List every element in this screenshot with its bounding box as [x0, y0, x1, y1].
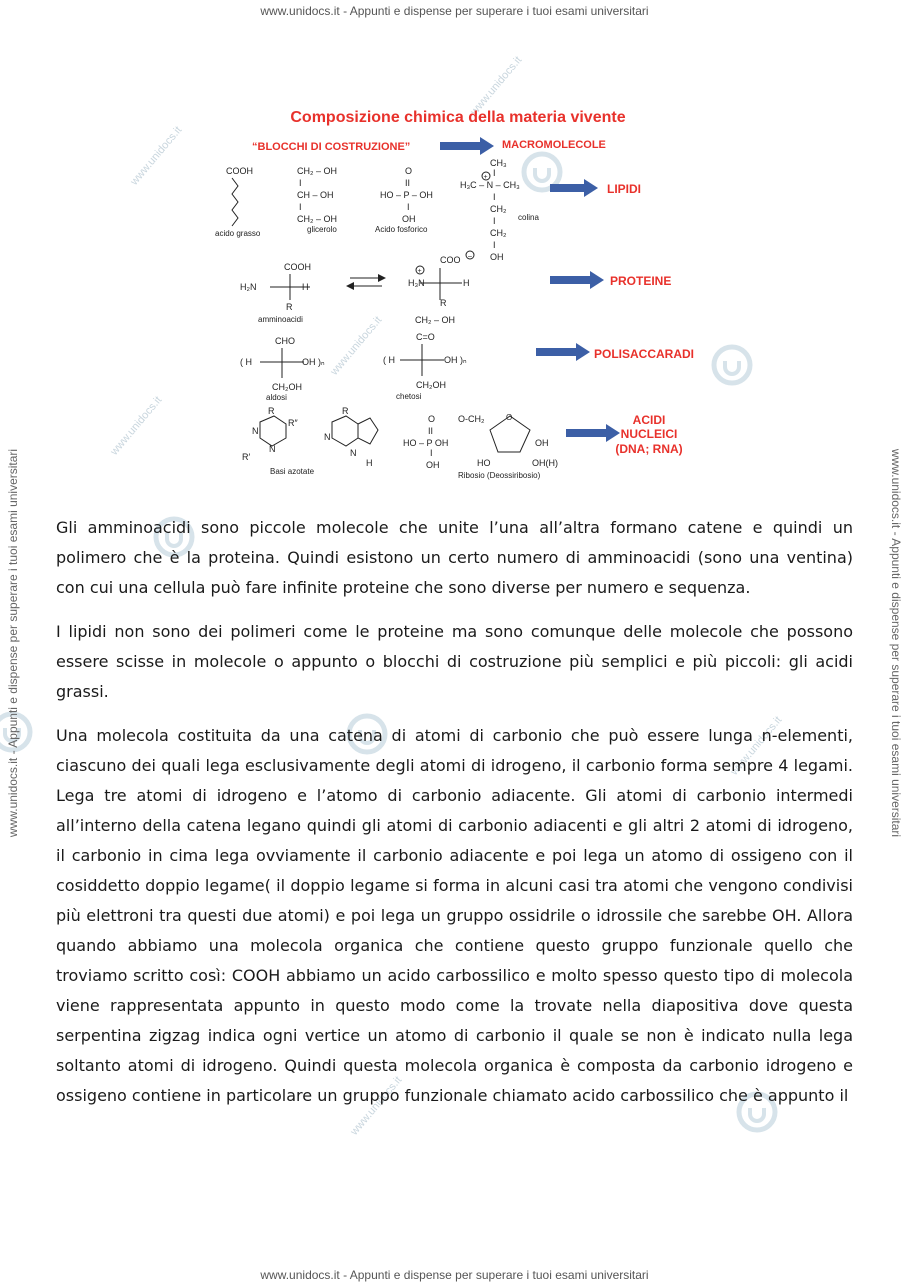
- svg-text:CH₃: CH₃: [490, 158, 507, 168]
- svg-text:I: I: [430, 448, 433, 458]
- label-amminoacidi: amminoacidi: [258, 315, 303, 324]
- svg-text:R″: R″: [288, 418, 298, 428]
- label-acido-fosforico: Acido fosforico: [375, 225, 428, 234]
- svg-text:I: I: [493, 216, 496, 226]
- svg-text:HO – P OH: HO – P OH: [403, 438, 449, 448]
- svg-text:H: H: [302, 282, 309, 292]
- svg-text:COOH: COOH: [226, 166, 253, 176]
- svg-text:N: N: [269, 444, 276, 454]
- svg-text:HO – P – OH: HO – P – OH: [380, 190, 433, 200]
- svg-text:I: I: [493, 240, 496, 250]
- arrow-icon: [440, 137, 494, 155]
- watermark-text: www.unidocs.it: [128, 124, 185, 188]
- svg-text:O: O: [506, 413, 513, 422]
- svg-text:HO: HO: [477, 458, 491, 468]
- svg-text:CH₂: CH₂: [490, 204, 507, 214]
- svg-text:O-CH₂: O-CH₂: [458, 414, 485, 424]
- svg-text:CH₂ – OH: CH₂ – OH: [297, 166, 337, 176]
- arrow-icon: [536, 343, 590, 361]
- svg-text:CH₂OH: CH₂OH: [272, 382, 302, 392]
- svg-text:I: I: [407, 202, 410, 212]
- svg-text:I: I: [493, 168, 496, 178]
- side-banner-right: www.unidocs.it - Appunti e dispense per superare i tuoi esami universitari: [889, 448, 903, 838]
- figure-title: Composizione chimica della materia vivente: [290, 109, 626, 126]
- svg-text:OH: OH: [426, 460, 440, 470]
- svg-text:H₃N: H₃N: [408, 278, 425, 288]
- watermark-logo-icon: [710, 343, 754, 387]
- label-chetosi: chetosi: [396, 392, 422, 401]
- svg-text:N: N: [350, 448, 357, 458]
- svg-text:H₃C – N – CH₃: H₃C – N – CH₃: [460, 180, 520, 190]
- svg-text:( H: ( H: [383, 355, 395, 365]
- target-lipidi: LIPIDI: [607, 182, 642, 196]
- svg-text:COO: COO: [440, 255, 461, 265]
- target-acidi: ACIDI: [632, 413, 666, 427]
- svg-text:H: H: [366, 458, 373, 468]
- svg-text:CH₂OH: CH₂OH: [416, 380, 446, 390]
- svg-text:R: R: [342, 406, 349, 416]
- target-dna-rna: (DNA; RNA): [615, 442, 683, 456]
- svg-text:R: R: [268, 406, 275, 416]
- svg-text:+: +: [483, 174, 488, 181]
- target-polisaccaradi: POLISACCARADI: [594, 347, 695, 361]
- svg-text:I: I: [299, 202, 302, 212]
- watermark-text: www.unidocs.it: [348, 1074, 405, 1138]
- svg-text:( H: ( H: [240, 357, 252, 367]
- paragraph: Gli amminoacidi sono piccole molecole che unite l’una all’altra formano catene e quindi un polimero che è la proteina. Quindi esistono un certo numero di amminoacidi (sono una ventina) con cui una cellula può fare infinite proteine che sono diverse per numero e sequenza.: [56, 518, 853, 597]
- arrow-icon: [550, 271, 604, 289]
- header-banner[interactable]: www.unidocs.it - Appunti e dispense per superare i tuoi esami universitari: [260, 4, 649, 18]
- svg-text:OH )ₙ: OH )ₙ: [444, 355, 467, 365]
- svg-text:OH: OH: [490, 252, 504, 262]
- side-banner-left: www.unidocs.it - Appunti e dispense per superare i tuoi esami universitari: [6, 448, 20, 838]
- label-basi-azotate: Basi azotate: [270, 467, 315, 476]
- arrow-icon: [566, 424, 620, 442]
- svg-text:H₂N: H₂N: [240, 282, 257, 292]
- body-text: [56, 513, 853, 1125]
- svg-text:O: O: [405, 166, 413, 176]
- svg-text:N: N: [252, 426, 259, 436]
- svg-text:OH: OH: [535, 438, 549, 448]
- footer-banner[interactable]: www.unidocs.it - Appunti e dispense per superare i tuoi esami universitari: [260, 1268, 649, 1282]
- svg-text:CH – OH: CH – OH: [297, 190, 334, 200]
- svg-text:R′: R′: [242, 452, 251, 462]
- svg-text:CH₂ – OH: CH₂ – OH: [297, 214, 337, 224]
- label-colina: colina: [518, 213, 539, 222]
- label-ribosio: Ribosio (Deossiribosio): [458, 471, 541, 480]
- target-nucleici: NUCLEICI: [620, 427, 678, 441]
- macromolecules-header: MACROMOLECOLE: [502, 139, 606, 151]
- paragraph: Una molecola costituita da una catena di atomi di carbonio che può essere lunga n-elementi, ciascuno dei quali lega esclusivamente degli atomi di idrogeno, il carbonio forma sempre 4 legami. Lega tre atomi di idrogeno e l’atomo di carbonio adiacente. Gli atomi di carbonio intermedi all’interno della catena legano quindi gli atomi di carbonio adiacenti e gli altri 2 atomi di idrogeno, il carbonio in cima lega ovviamente il carbonio adiacente e poi lega un atomo di ossigeno con il cosiddetto doppio legame( il doppio legame si forma in alcuni casi tra atomi che vengono condivisi più elettroni tra questi due atomi) e poi lega un gruppo ossidrile o idrossile che sarebbe OH. Allora quando abbiamo una molecola organica che contiene questo gruppo funzionale quello che troviamo scritto così: COOH abbiamo un acido carbossilico e molto spesso questo tipo di molecola viene rappresentata appunto in questo modo come la trovate nella diapositiva dove questa serpentina zigzag indica ogni vertice un atomo di carbonio il quale se non è indicato nulla lega soltanto atomi di idrogeno. Quindi questa molecola organica è composta da carbonio idrogeno e ossigeno contiene in particolare un gruppo funzionale chiamato acido carbossilico che è appunto il: [56, 726, 853, 1105]
- svg-text:OH )ₙ: OH )ₙ: [302, 357, 325, 367]
- svg-text:H: H: [463, 278, 470, 288]
- svg-text:R: R: [286, 302, 293, 312]
- svg-text:CH₂ – OH: CH₂ – OH: [415, 315, 455, 325]
- svg-text:+: +: [417, 268, 422, 275]
- watermark-text: www.unidocs.it: [108, 394, 165, 458]
- svg-text:I: I: [493, 192, 496, 202]
- svg-text:COOH: COOH: [284, 262, 311, 272]
- svg-text:C=O: C=O: [416, 332, 435, 342]
- arrow-icon: [550, 179, 598, 197]
- watermark-text: www.unidocs.it: [728, 714, 785, 778]
- svg-text:CHO: CHO: [275, 336, 295, 346]
- paragraph: I lipidi non sono dei polimeri come le proteine ma sono comunque delle molecole che possono essere scisse in molecole o appunto o blocchi di costruzione più semplici e più piccoli: gli acidi grassi.: [56, 622, 853, 701]
- label-acido-grasso: acido grasso: [215, 229, 261, 238]
- svg-text:II: II: [405, 178, 411, 188]
- svg-text:R: R: [440, 298, 447, 308]
- svg-text:O: O: [428, 414, 436, 424]
- svg-text:N: N: [324, 432, 331, 442]
- chemistry-figure: [200, 100, 695, 490]
- target-proteine: PROTEINE: [610, 274, 672, 288]
- svg-text:–: –: [468, 253, 472, 260]
- svg-text:OH: OH: [402, 214, 416, 224]
- svg-text:OH(H): OH(H): [532, 458, 558, 468]
- chemical-structures: [215, 158, 558, 480]
- label-aldosi: aldosi: [266, 393, 287, 402]
- svg-text:CH₂: CH₂: [490, 228, 507, 238]
- blocks-header: “BLOCCHI DI COSTRUZIONE”: [252, 141, 411, 153]
- svg-text:II: II: [428, 426, 434, 436]
- watermark-text: www.unidocs.it: [328, 314, 385, 378]
- label-glicerolo: glicerolo: [307, 225, 337, 234]
- svg-text:I: I: [299, 178, 302, 188]
- watermark-text: www.unidocs.it: [468, 54, 525, 118]
